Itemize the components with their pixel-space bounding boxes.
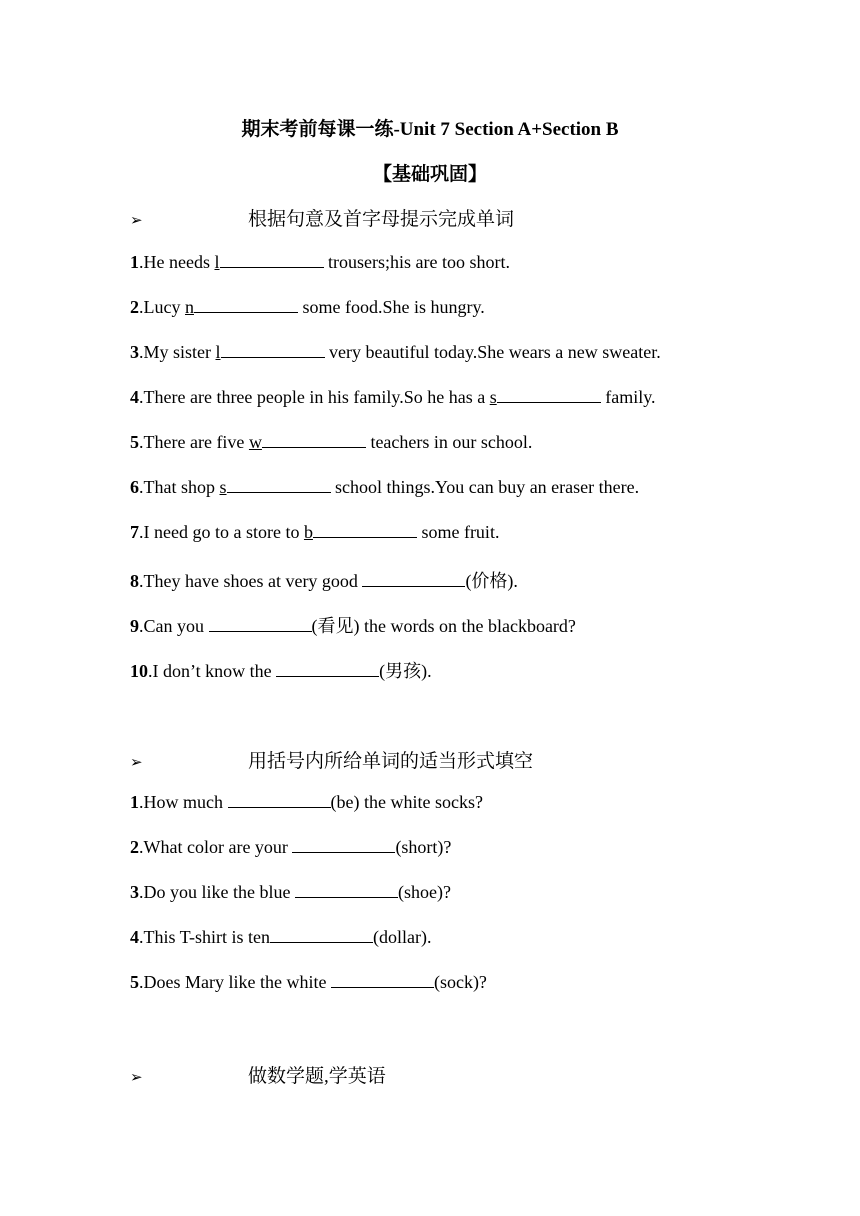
arrow-bullet-icon: ➢ (130, 755, 143, 771)
question-1-7: 7.I need go to a store to b some fruit. (130, 522, 500, 542)
question-1-3: 3.My sister l very beautiful today.She wears a new sweater. (130, 342, 661, 362)
answer-blank[interactable] (276, 675, 379, 677)
letter-hint: l (214, 252, 220, 272)
document-title: 期末考前每课一练-Unit 7 Section A+Section B (241, 119, 619, 140)
answer-blank[interactable] (362, 585, 465, 587)
answer-blank[interactable] (292, 851, 395, 853)
answer-blank[interactable] (270, 941, 373, 943)
question-1-9: 9.Can you (看见) the words on the blackboard? (130, 616, 576, 636)
question-1-4: 4.There are three people in his family.So he has a s family. (130, 387, 656, 407)
section-3-heading-text: 做数学题,学英语 (248, 1066, 386, 1087)
letter-hint: n (184, 297, 194, 317)
arrow-bullet-icon: ➢ (130, 213, 143, 229)
answer-blank[interactable] (295, 896, 398, 898)
answer-blank[interactable] (221, 356, 325, 358)
answer-blank[interactable] (313, 536, 417, 538)
question-2-4: 4.This T-shirt is ten (dollar). (130, 927, 432, 947)
letter-hint: s (219, 477, 227, 497)
question-2-5: 5.Does Mary like the white (sock)? (130, 972, 487, 992)
question-2-3: 3.Do you like the blue (shoe)? (130, 882, 451, 902)
letter-hint: w (248, 432, 262, 452)
question-2-2: 2.What color are your (short)? (130, 837, 452, 857)
letter-hint: s (489, 387, 497, 407)
question-1-8: 8.They have shoes at very good (价格). (130, 571, 518, 591)
answer-blank[interactable] (194, 311, 298, 313)
answer-blank[interactable] (227, 491, 331, 493)
section-2-heading (130, 746, 533, 773)
question-1-5: 5.There are five w teachers in our school. (130, 432, 533, 452)
answer-blank[interactable] (220, 266, 324, 268)
answer-blank[interactable] (331, 986, 434, 988)
letter-hint: b (303, 522, 313, 542)
section-1-heading (130, 204, 514, 231)
section-1-heading-text: 根据句意及首字母提示完成单词 (248, 209, 515, 230)
section-subtitle: 【基础巩固】 (372, 164, 487, 185)
question-1-2: 2.Lucy n some food.She is hungry. (130, 297, 485, 317)
section-3-heading (130, 1061, 386, 1088)
question-1-1: 1.He needs l trousers;his are too short. (130, 252, 510, 272)
section-2-heading-text: 用括号内所给单词的适当形式填空 (248, 751, 534, 772)
answer-blank[interactable] (228, 806, 331, 808)
question-2-1: 1.How much (be) the white socks? (130, 792, 483, 812)
answer-blank[interactable] (497, 401, 601, 403)
arrow-bullet-icon: ➢ (130, 1070, 143, 1086)
question-1-6: 6.That shop s school things.You can buy an eraser there. (130, 477, 640, 497)
letter-hint: l (215, 342, 221, 362)
answer-blank[interactable] (209, 630, 312, 632)
question-1-10: 10.I don’t know the (男孩). (130, 661, 432, 681)
answer-blank[interactable] (262, 446, 366, 448)
